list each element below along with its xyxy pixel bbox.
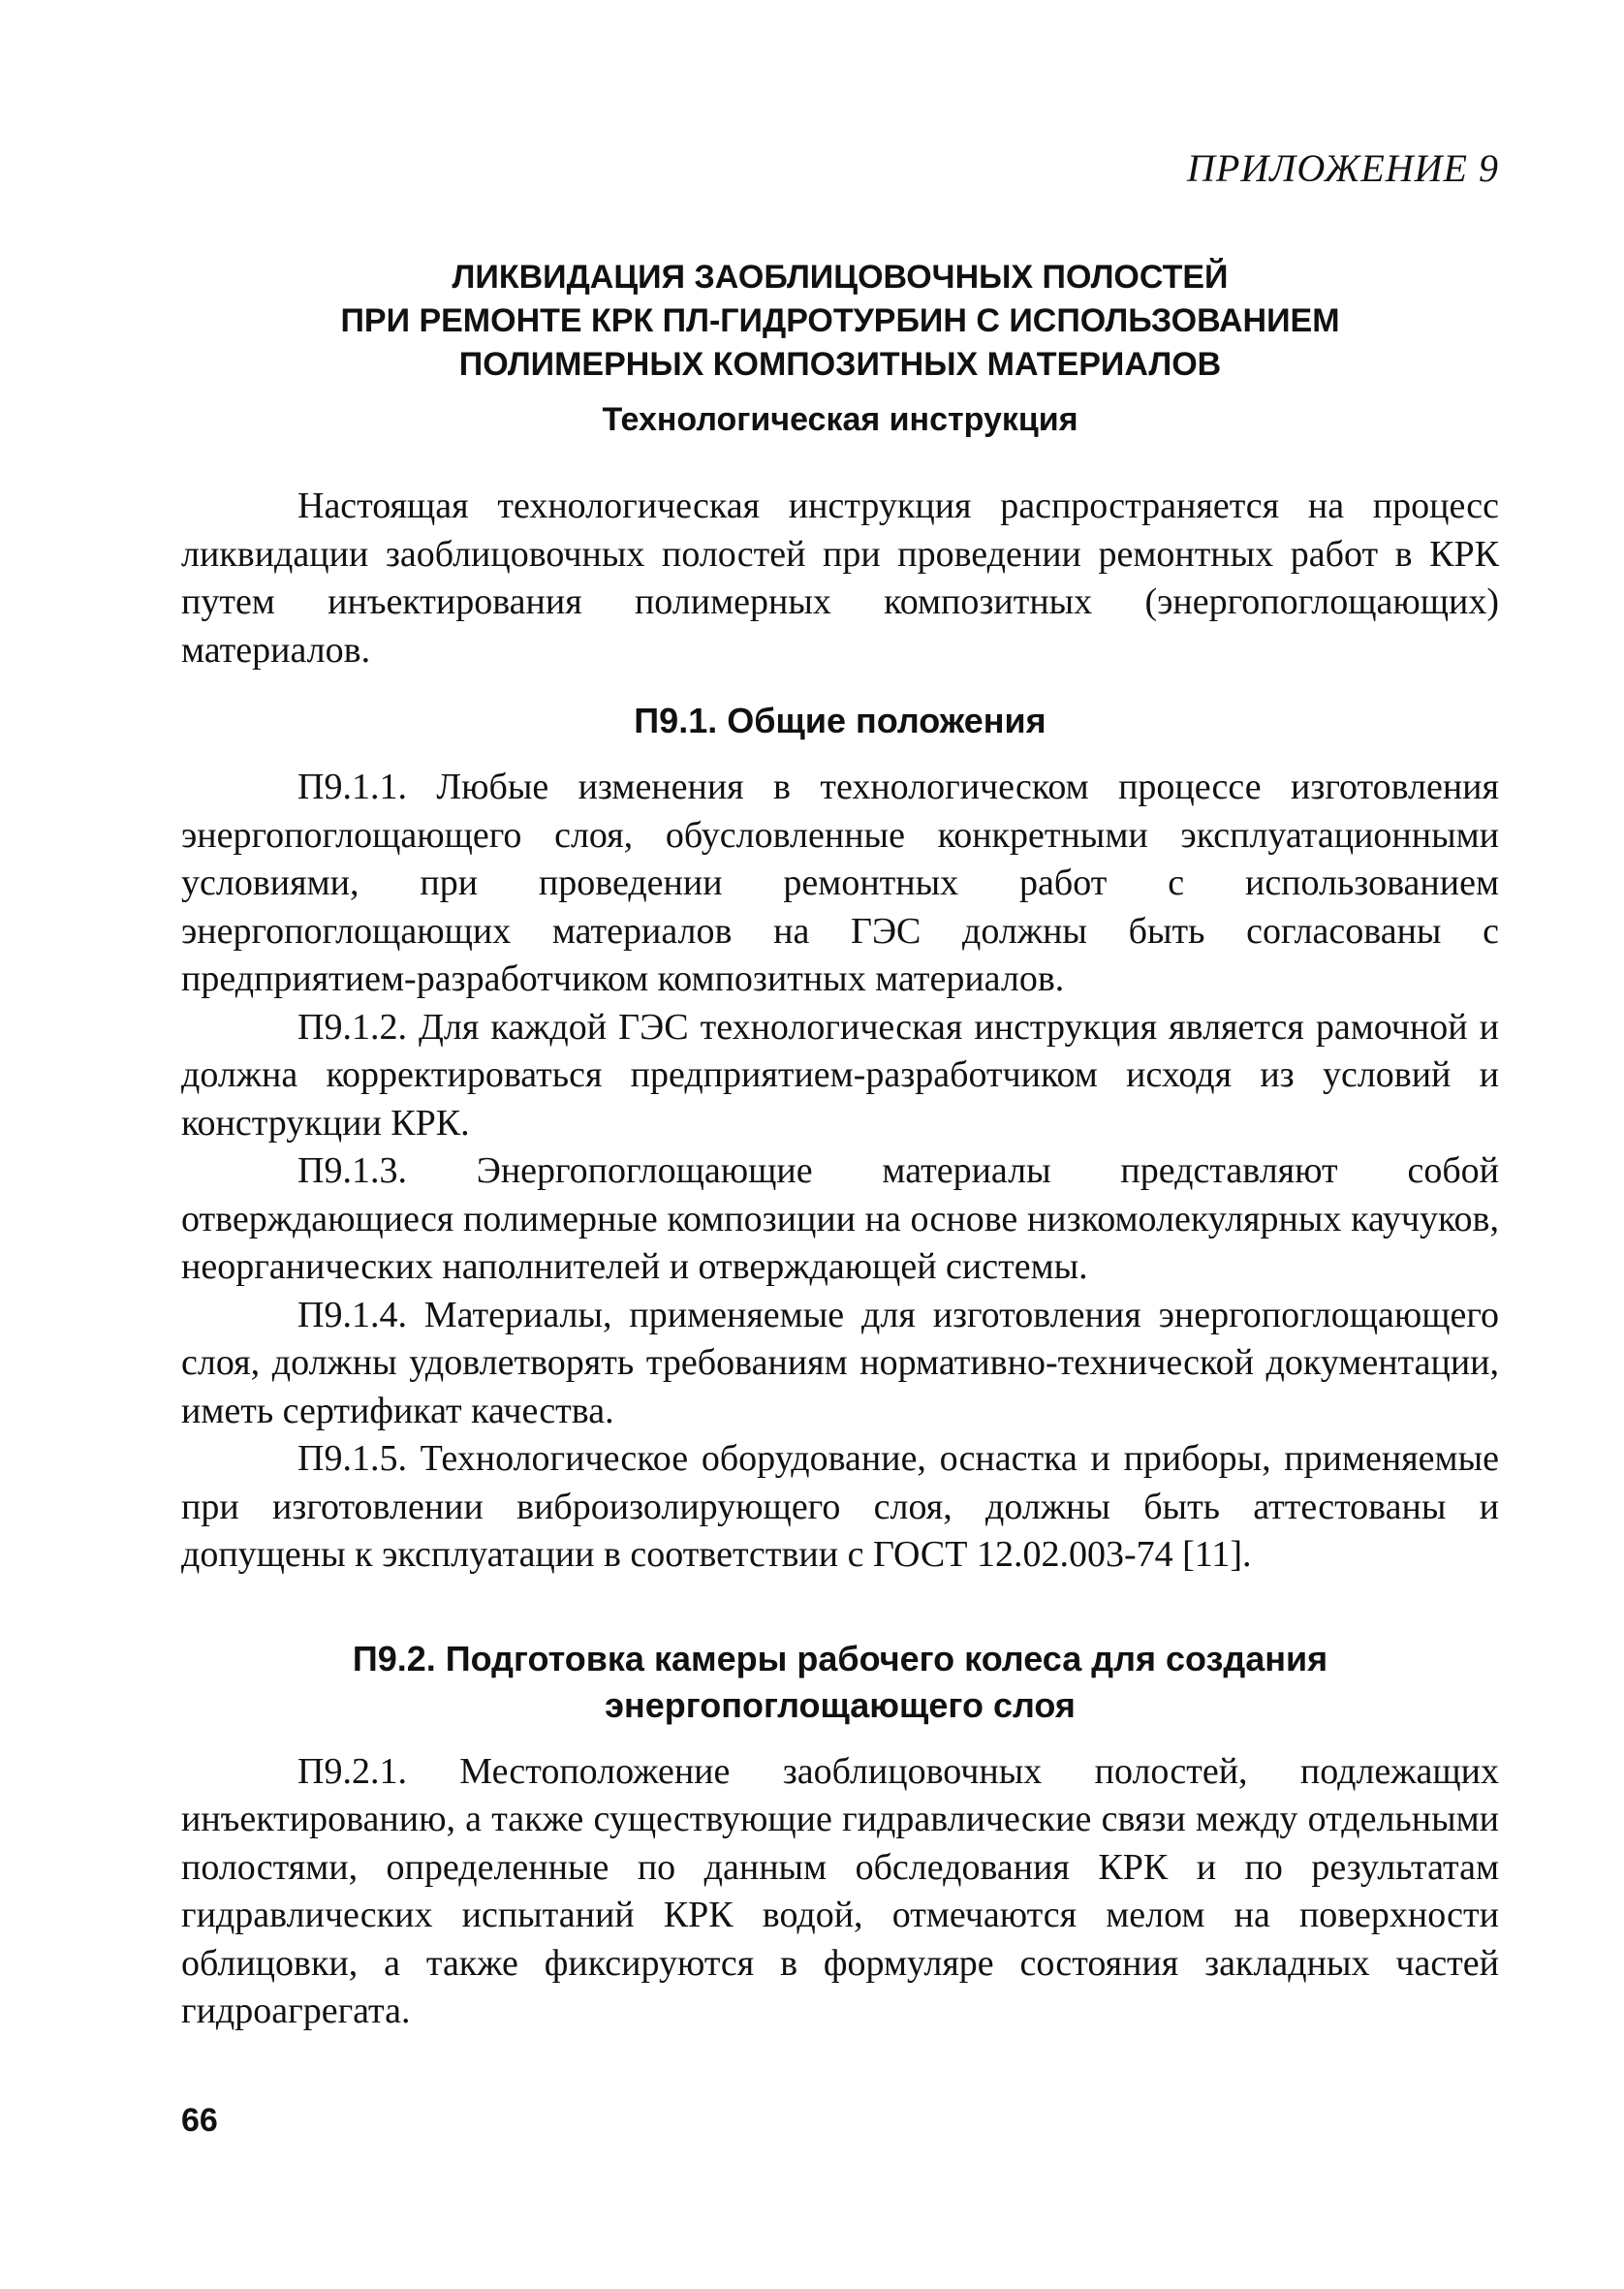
- paragraph-9-1-2: П9.1.2. Для каждой ГЭС технологическая инструкция является рамочной и должна корректироваться предприятием-разработчиком исходя из условий и конструкции КРК.: [181, 1006, 1499, 1144]
- section-heading-9-2: [181, 1636, 1499, 1729]
- section-heading-9-2-line-1: П9.2. Подготовка камеры рабочего колеса для создания: [352, 1638, 1328, 1678]
- document-page: [181, 145, 1499, 2036]
- appendix-label: ПРИЛОЖЕНИЕ 9: [1187, 146, 1499, 190]
- document-title-line-1: ЛИКВИДАЦИЯ ЗАОБЛИЦОВОЧНЫХ ПОЛОСТЕЙ: [452, 259, 1229, 296]
- document-subtitle: Технологическая инструкция: [602, 401, 1078, 438]
- paragraph-9-1-5: П9.1.5. Технологическое оборудование, оснастка и приборы, применяемые при изготовлении виброизолирующего слоя, должны быть аттестованы и допущены к эксплуатации в соответствии с ГОСТ 12.02.003-74 [11].: [181, 1438, 1499, 1575]
- document-title-line-2: ПРИ РЕМОНТЕ КРК ПЛ-ГИДРОТУРБИН С ИСПОЛЬЗОВАНИЕМ: [340, 302, 1340, 339]
- paragraph-9-1-1: П9.1.1. Любые изменения в технологическом процессе изготовления энергопоглощающего слоя, обусловленные конкретными эксплуатационными условиями, при проведении ремонтных работ с использованием энергопоглощающих материалов на ГЭС должны быть согласованы с предприятием-разработчиком композитных материалов.: [181, 767, 1499, 999]
- intro-paragraph: Настоящая технологическая инструкция распространяется на процесс ликвидации заоблицовочных полостей при проведении ремонтных работ в КРК путем инъектирования полимерных композитных (энергопоглощающих) материалов.: [181, 486, 1499, 671]
- paragraph-9-2-1: П9.2.1. Местоположение заоблицовочных полостей, подлежащих инъектированию, а также существующие гидравлические связи между отдельными полостями, определенные по данным обследования КРК и по результатам гидравлических испытаний КРК водой, отмечаются мелом на поверхности облицовки, а также фиксируются в формуляре состояния закладных частей гидроагрегата.: [181, 1750, 1499, 2031]
- document-title-line-3: ПОЛИМЕРНЫХ КОМПОЗИТНЫХ МАТЕРИАЛОВ: [458, 346, 1222, 383]
- paragraph-9-1-4: П9.1.4. Материалы, применяемые для изготовления энергопоглощающего слоя, должны удовлетворять требованиям нормативно-технической документации, иметь сертификат качества.: [181, 1294, 1499, 1431]
- section-heading-9-1: П9.1. Общие положения: [634, 701, 1046, 740]
- page-number: 66: [181, 2102, 218, 2139]
- paragraph-9-1-3: П9.1.3. Энергопоглощающие материалы представляют собой отверждающиеся полимерные композиции на основе низкомолекулярных каучуков, неорганических наполнителей и отверждающей системы.: [181, 1150, 1499, 1287]
- section-heading-9-2-line-2: энергопоглощающего слоя: [605, 1684, 1076, 1725]
